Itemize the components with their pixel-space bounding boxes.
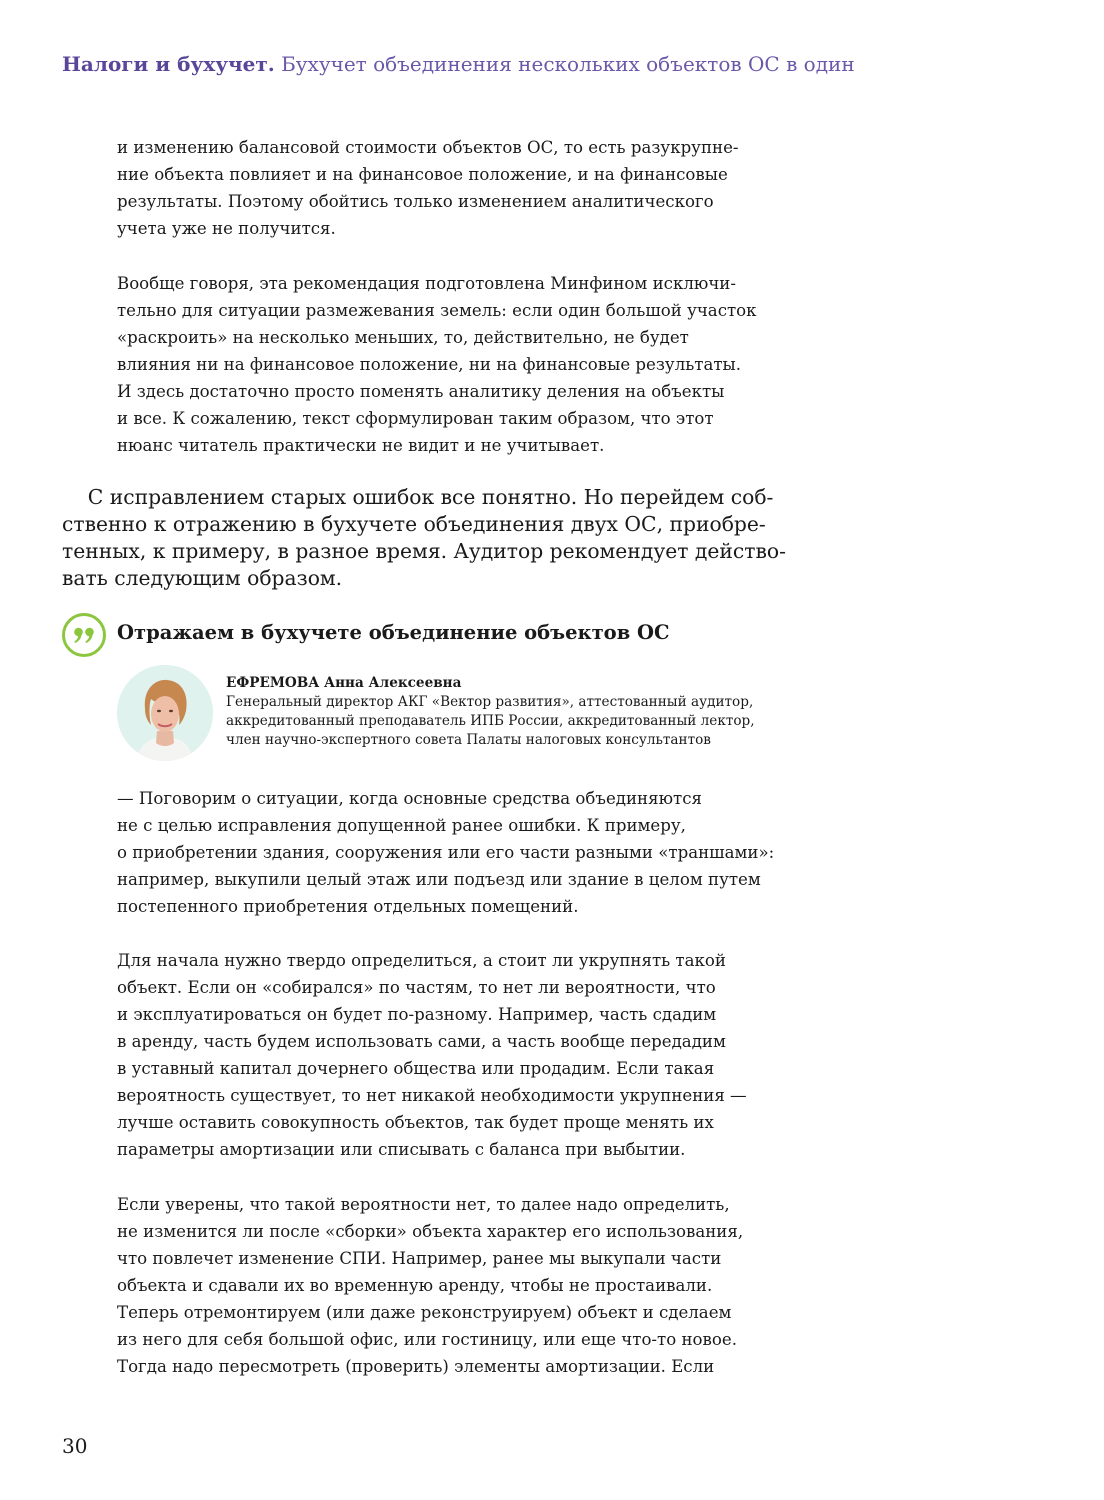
text-line: и все. К сожалению, текст сформулирован таким образом, что этот (117, 409, 714, 428)
running-header (62, 52, 855, 76)
author-info (226, 674, 755, 750)
text-line: о приобретении здания, сооружения или его части разными «траншами»: (117, 843, 775, 862)
paragraph-3 (117, 785, 775, 920)
header-section: Налоги и бухучет. (62, 52, 275, 76)
text-line: вероятность существует, то нет никакой необходимости укрупнения — (117, 1086, 747, 1105)
text-line: и изменению балансовой стоимости объектов ОС, то есть разукрупне- (117, 138, 739, 157)
quote-icon (62, 613, 106, 657)
text-line: Если уверены, что такой вероятности нет, то далее надо определить, (117, 1195, 730, 1214)
text-line: не с целью исправления допущенной ранее ошибки. К примеру, (117, 816, 686, 835)
text-line: Тогда надо пересмотреть (проверить) элементы амортизации. Если (117, 1357, 715, 1376)
paragraph-2 (117, 270, 757, 459)
text-line: Вообще говоря, эта рекомендация подготовлена Минфином исключи- (117, 274, 736, 293)
text-line: И здесь достаточно просто поменять аналитику деления на объекты (117, 382, 725, 401)
text-line: учета уже не получится. (117, 219, 336, 238)
text-line: ственно к отражению в бухучете объединения двух ОС, приобре- (62, 512, 766, 536)
text-line: ние объекта повлияет и на финансовое положение, и на финансовые (117, 165, 728, 184)
text-line: из него для себя большой офис, или гостиницу, или еще что-то новое. (117, 1330, 737, 1349)
header-title: Бухучет объединения нескольких объектов ОС в один (281, 52, 855, 76)
text-line: объекта и сдавали их во временную аренду, чтобы не простаивали. (117, 1276, 713, 1295)
author-photo (117, 665, 213, 761)
text-line: например, выкупили целый этаж или подъезд или здание в целом путем (117, 870, 761, 889)
paragraph-1 (117, 134, 757, 242)
text-line: вать следующим образом. (62, 566, 343, 590)
text-line: результаты. Поэтому обойтись только изменением аналитического (117, 192, 714, 211)
section-title: Отражаем в бухучете объединение объектов ОС (117, 621, 670, 644)
author-position-line: Генеральный директор АКГ «Вектор развития», аттестованный аудитор, (226, 694, 754, 710)
text-line: влияния ни на финансовое положение, ни на финансовые результаты. (117, 355, 741, 374)
text-line: «раскроить» на несколько меньших, то, действительно, не будет (117, 328, 689, 347)
text-line: что повлечет изменение СПИ. Например, ранее мы выкупали части (117, 1249, 722, 1268)
text-line: тельно для ситуации размежевания земель: если один большой участок (117, 301, 757, 320)
text-line: — Поговорим о ситуации, когда основные средства объединяются (117, 789, 702, 808)
text-line: нюанс читатель практически не видит и не учитывает. (117, 436, 605, 455)
text-line: объект. Если он «собирался» по частям, то нет ли вероятности, что (117, 978, 716, 997)
text-line: в уставный капитал дочернего общества или продадим. Если такая (117, 1059, 715, 1078)
lead-paragraph (62, 484, 786, 592)
text-line: и эксплуатироваться он будет по-разному. Например, часть сдадим (117, 1005, 717, 1024)
page-number: 30 (62, 1434, 88, 1458)
author-name: ЕФРЕМОВА Анна Алексеевна (226, 675, 462, 691)
text-line: не изменится ли после «сборки» объекта характер его использования, (117, 1222, 744, 1241)
text-line: параметры амортизации или списывать с баланса при выбытии. (117, 1140, 686, 1159)
text-line: постепенного приобретения отдельных помещений. (117, 897, 579, 916)
text-line: Теперь отремонтируем (или даже реконструируем) объект и сделаем (117, 1303, 732, 1322)
author-position-line: член научно-экспертного совета Палаты налоговых консультантов (226, 732, 711, 748)
text-line: тенных, к примеру, в разное время. Аудитор рекомендует действо- (62, 539, 786, 563)
paragraph-4 (117, 947, 757, 1163)
author-position-line: аккредитованный преподаватель ИПБ России, аккредитованный лектор, (226, 713, 755, 729)
text-line: С исправлением старых ошибок все понятно. Но перейдем соб- (62, 485, 774, 509)
text-line: лучше оставить совокупность объектов, так будет проще менять их (117, 1113, 714, 1132)
text-line: в аренду, часть будем использовать сами, а часть вообще передадим (117, 1032, 726, 1051)
paragraph-5 (117, 1191, 757, 1380)
text-line: Для начала нужно твердо определиться, а стоит ли укрупнять такой (117, 951, 726, 970)
